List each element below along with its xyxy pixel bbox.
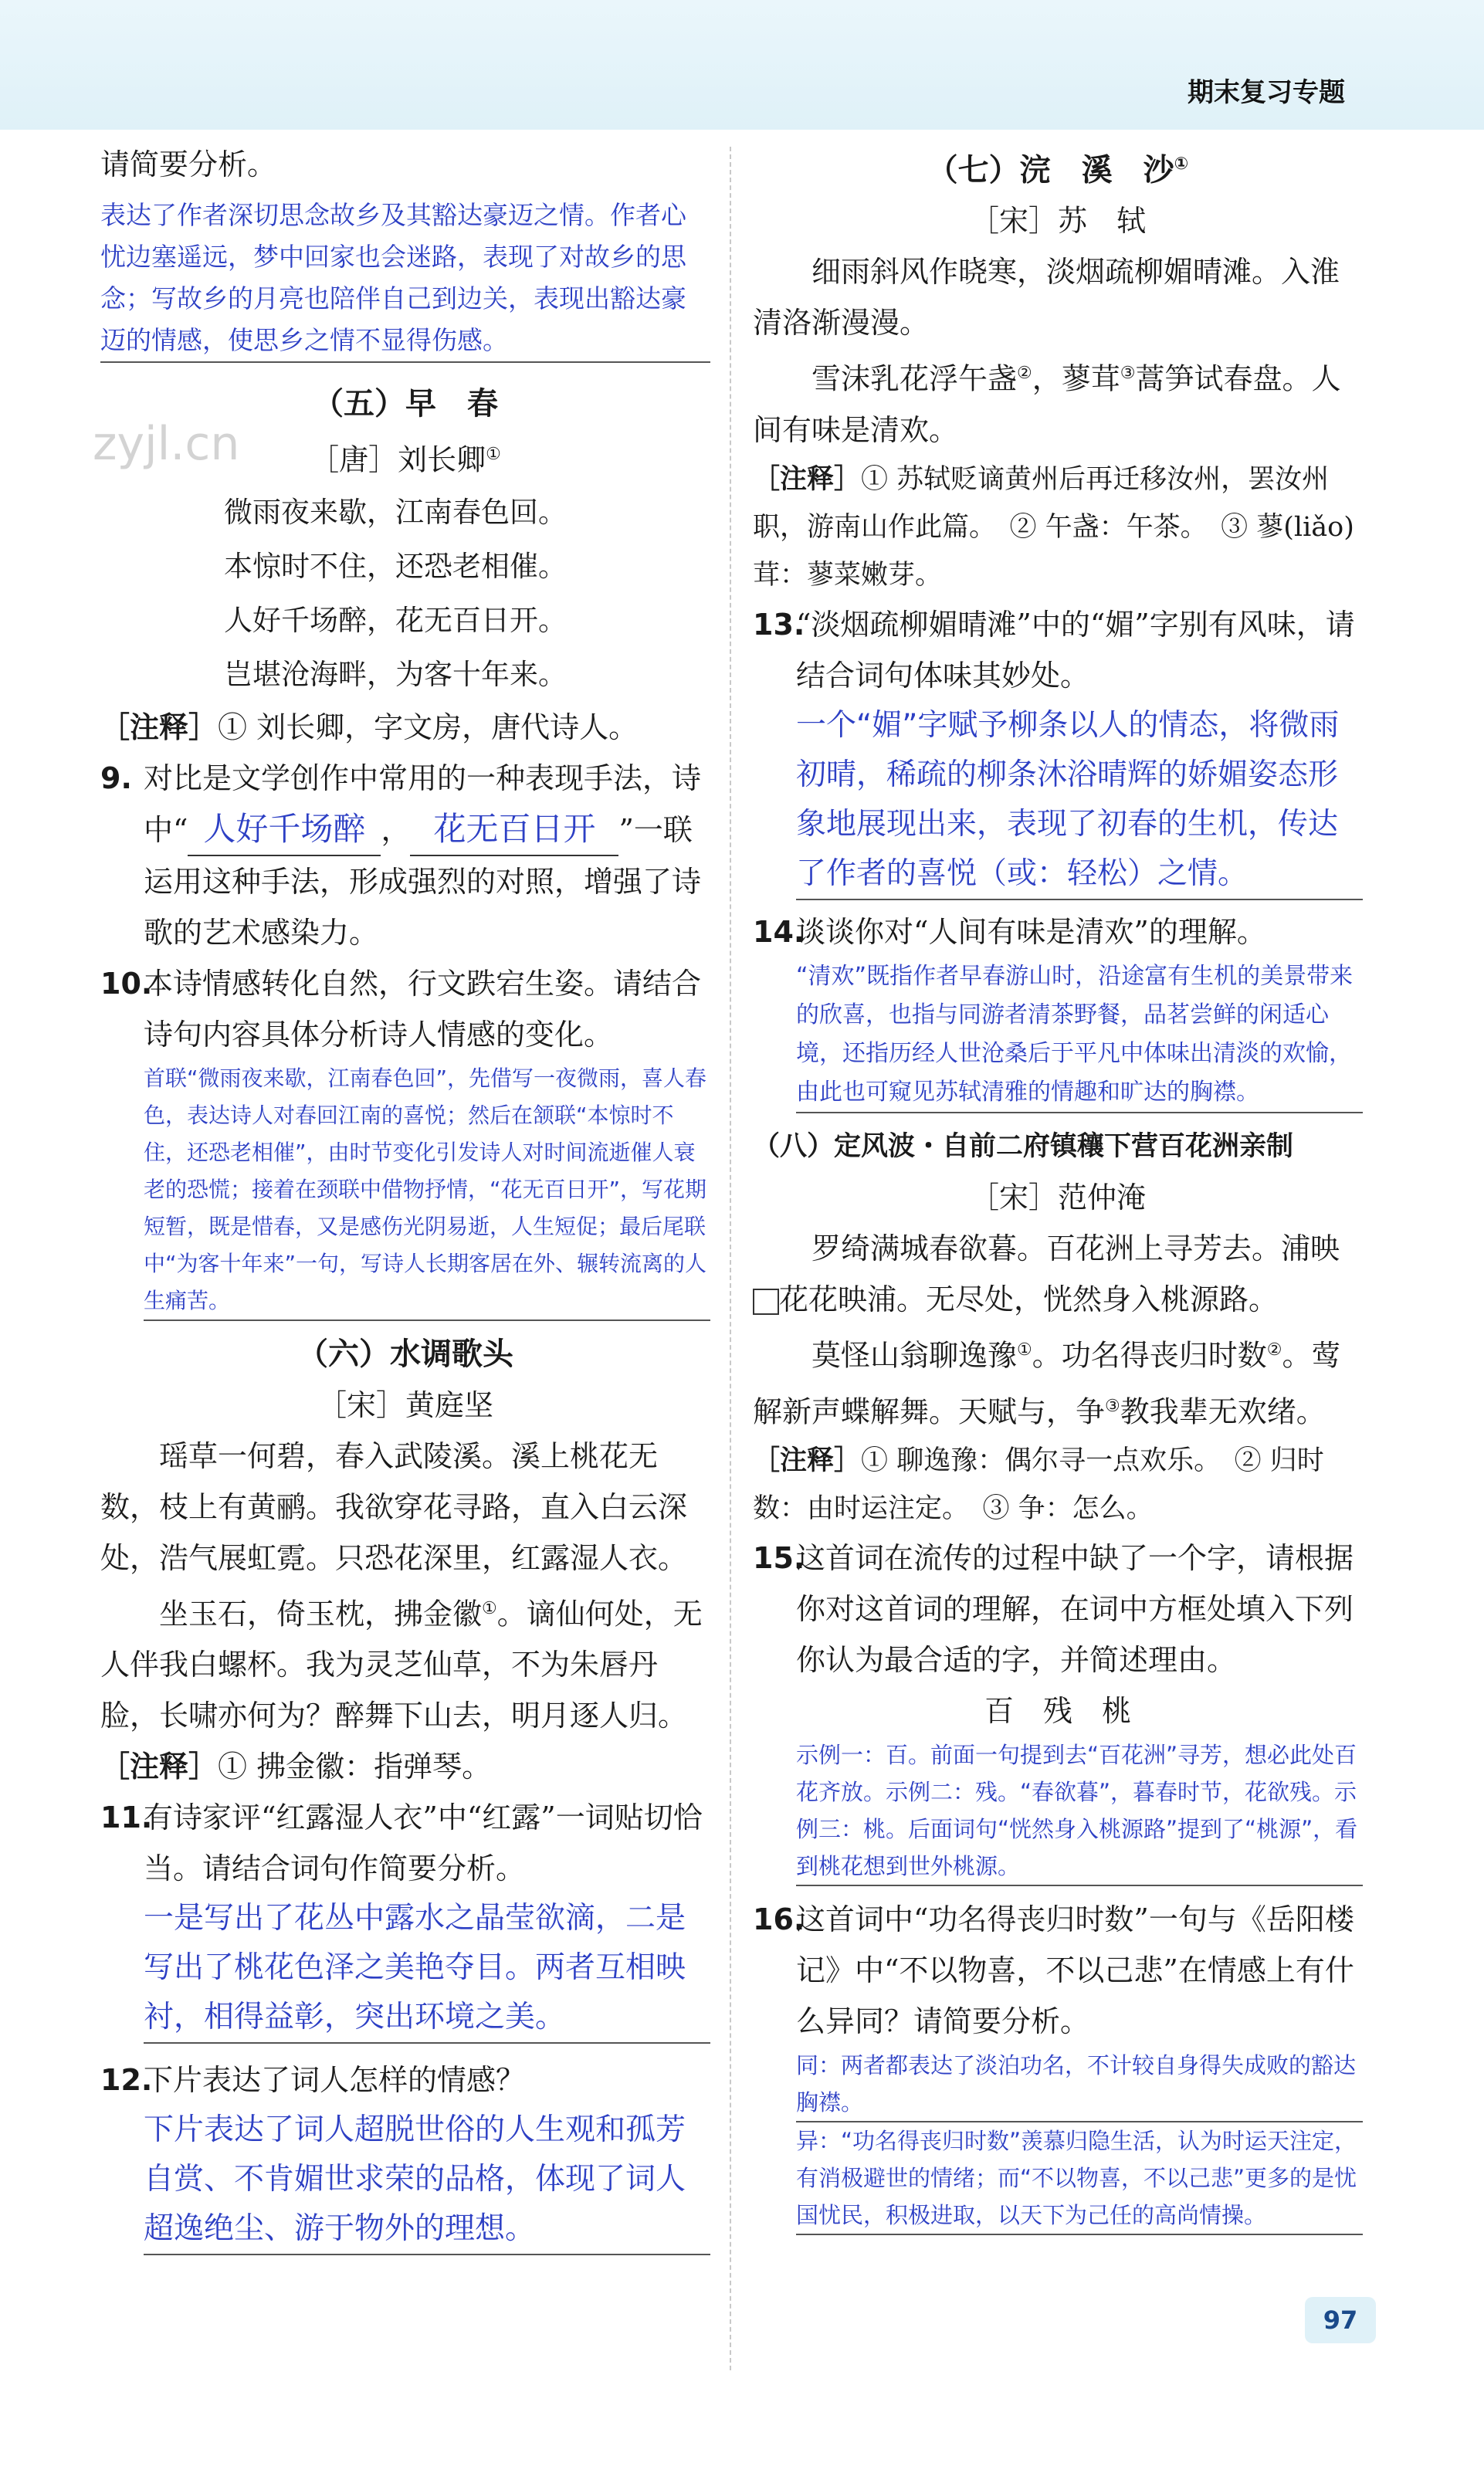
question-15: 15. 这首词在流传的过程中缺了一个字，请根据你对这首词的理解，在词中方框处填入下列你认为最合适的字，并简述理由。 [753,1541,1354,1678]
answer-10: 首联“微雨夜来歇，江南春色回”，先借写一夜微雨，喜人春色，表达诗人对春回江南的喜悦；然后在颔联“本惊时不住，还恐老相催”，由时节变化引发诗人对时间流逝催人衰老的恐慌；接着在颈联中借物抒情，“花无百日开”，写花期短暂，既是惜春，又是感伤光阴易逝，人生短促；最后尾联中“为客十年来”一句，写诗人长期客居在外、辗转流离的人生痛苦。 [144,1060,710,1321]
answer-13: 一个“媚”字赋予柳条以人的情态，将微雨初晴，稀疏的柳条沐浴晴辉的娇媚姿态形象地展现出来，表现了初春的生机，传达了作者的喜悦（或：轻松）之情。 [796,701,1363,900]
poem6-author: ［宋］黄庭坚 [317,1387,493,1422]
poem7-author: ［宋］苏 轼 [969,204,1146,239]
poem-line: 微雨夜来歇，江南春色回。 [224,495,567,529]
answer-16-same: 同：两者都表达了淡泊功名，不计较自身得失成败的豁达胸襟。 [796,2047,1363,2122]
poem-line: 本惊时不住，还恐老相催。 [224,549,567,583]
answer-blank-2: 花无百日开 [410,804,618,856]
answer-16-diff: 异：“功名得丧归时数”羡慕归隐生活，认为时运天注定，有消极避世的情绪；而“不以物喜，不以己悲”更多的是忧国忧民，积极进取，以天下为己任的高尚情操。 [796,2122,1363,2235]
poem5-note: ［注释］① 刘长卿，字文房，唐代诗人。 [100,710,639,744]
missing-character-box [753,1289,779,1315]
question-9: 9. 对比是文学创作中常用的一种表现手法，诗中“ 人好千场醉 ， 花无百日开 ”一联运用这种手法，形成强烈的对照，增强了诗歌的艺术感染力。 [100,761,702,950]
question-16: 16. 这首词中“功名得丧归时数”一句与《岳阳楼记》中“不以物喜，不以己悲”在情感上有什么异同？请简要分析。 [753,1902,1354,2039]
header-band [0,0,1484,130]
poem8-author: ［宋］范仲淹 [969,1180,1146,1214]
poem6-para2: 坐玉石，倚玉枕，拂金徽①。谪仙何处，无人伴我白螺杯。我为灵芝仙草，不为朱唇丹脸，长啸亦何为？醉舞下山去，明月逐人归。 [100,1597,703,1733]
poem5-lines [100,486,710,702]
answer-blank-1: 人好千场醉 [188,804,381,856]
poem5-author: ［唐］刘长卿① [310,442,501,477]
poem7-para2: 雪沫乳花浮午盏②，蓼茸③蒿笋试春盘。人间有味是清欢。 [753,361,1341,447]
question-11: 11. 有诗家评“红露湿人衣”中“红露”一词贴切恰当。请结合词句作简要分析。 [100,1801,703,1886]
poem8-para1: 罗绮满城春欲暮。百花洲上寻芳去。浦映花花映浦。无尽处，恍然身入桃源路。 [753,1223,1363,1325]
answer-previous: 表达了作者深切思念故乡及其豁达豪迈之情。作者心忧边塞遥远，梦中回家也会迷路，表现了对故乡的思念；写故乡的月亮也陪伴自己到边关，表现出豁达豪迈的情感，使思乡之情不显得伤感。 [100,195,710,363]
question-10: 10. 本诗情感转化自然，行文跌宕生姿。请结合诗句内容具体分析诗人情感的变化。 [100,966,702,1052]
watermark: zyjl.cn [93,417,240,471]
poem8-title: （八）定风波・自前二府镇穰下营百花洲亲制 [753,1130,1294,1162]
answer-14: “清欢”既指作者早春游山时，沿途富有生机的美景带来的欣喜，也指与同游者清茶野餐，品茗尝鲜的闲适心境，还指历经人世沧桑后于平凡中体味出清淡的欢愉，由此也可窥见苏轼清雅的情趣和旷达的胸襟。 [796,957,1363,1113]
answer-11: 一是写出了花丛中露水之晶莹欲滴，二是写出了桃花色泽之美艳夺目。两者互相映衬，相得益彰，突出环境之美。 [144,1894,710,2044]
poem-line: 人好千场醉，花无百日开。 [224,603,567,637]
poem6-title: （六）水调歌头 [297,1336,513,1372]
question-15-options: 百 残 桃 [984,1694,1131,1729]
poem7-para1: 细雨斜风作晓寒，淡烟疏柳媚晴滩。入淮清洛渐漫漫。 [753,255,1340,340]
poem5-title: （五）早 春 [313,386,498,422]
poem6-note: ［注释］① 拂金徽：指弹琴。 [100,1750,492,1784]
question-13: 13. “淡烟疏柳媚晴滩”中的“媚”字别有风味，请结合词句体味其妙处。 [753,607,1355,693]
question-14: 14. 谈谈你对“人间有味是清欢”的理解。 [753,914,1266,949]
answer-12: 下片表达了词人超脱世俗的人生观和孤芳自赏、不肯媚世求荣的品格，体现了词人超逸绝尘、游于物外的理想。 [144,2105,710,2255]
page-number: 97 [1305,2297,1376,2343]
left-column [100,139,710,2255]
poem6-para1: 瑶草一何碧，春入武陵溪。溪上桃花无数，枝上有黄鹂。我欲穿花寻路，直入白云深处，浩气展虹霓。只恐花深里，红露湿人衣。 [100,1438,688,1575]
section-title: 期末复习专题 [1188,77,1345,108]
poem-line: 岂堪沧海畔，为客十年来。 [224,657,567,691]
poem7-title: （七）浣 溪 沙① [927,152,1189,188]
right-column [753,139,1363,2235]
column-divider [730,147,731,2370]
poem7-note: ［注释］① 苏轼贬谪黄州后再迁移汝州，罢汝州职，游南山作此篇。 ② 午盏：午茶。 ③ 蓼(liǎo)茸：蓼菜嫩芽。 [753,463,1354,591]
answer-15: 示例一：百。前面一句提到去“百花洲”寻芳，想必此处百花齐放。示例二：残。“春欲暮”，暮春时节，花欲残。示例三：桃。后面词句“恍然身入桃源路”提到了“桃源”，看到桃花想到世外桃源。 [796,1736,1363,1886]
poem8-note: ［注释］① 聊逸豫：偶尔寻一点欢乐。 ② 归时数：由时运注定。 ③ 争：怎么。 [753,1445,1324,1525]
intro-text: 请简要分析。 [100,147,277,181]
question-12: 12. 下片表达了词人怎样的情感？ [100,2063,526,2098]
poem8-para2: 莫怪山翁聊逸豫①。功名得丧归时数②。莺解新声蝶解舞。天赋与，争③教我辈无欢绪。 [753,1338,1341,1429]
